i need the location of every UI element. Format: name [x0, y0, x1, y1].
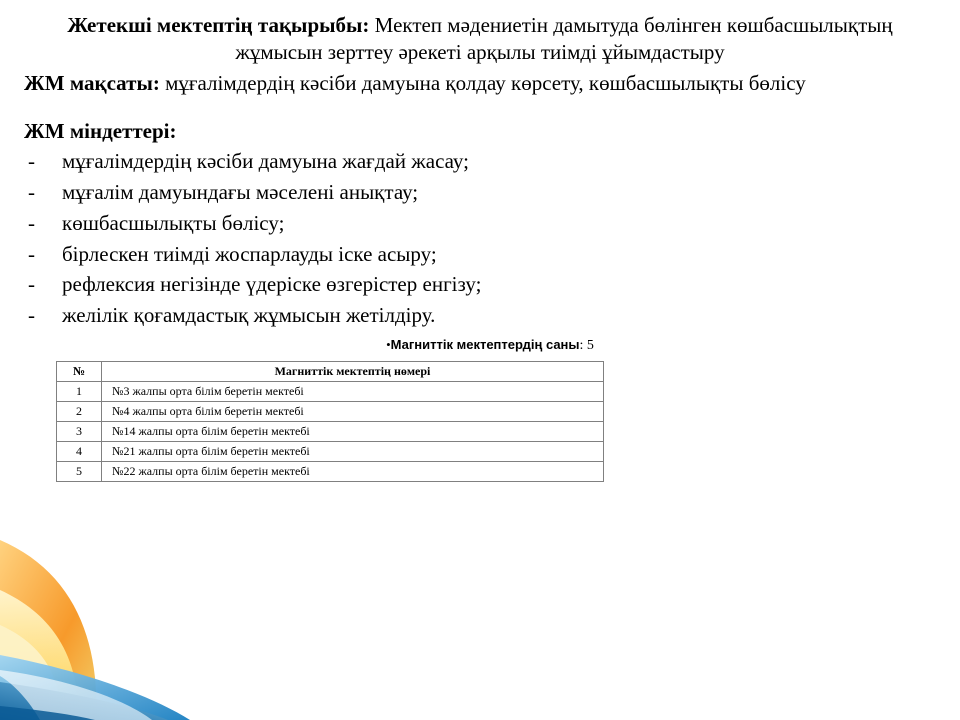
list-item [24, 177, 936, 208]
list-item [24, 239, 936, 270]
list-item-label: көшбасшылықты бөлісу; [62, 210, 285, 235]
goal-line [24, 70, 936, 97]
goal-label: ЖМ мақсаты: [24, 70, 160, 95]
list-item [24, 300, 936, 331]
column-header-number: № [57, 362, 102, 382]
magnet-schools-count [24, 337, 936, 354]
table-row [57, 442, 604, 462]
list-dash: - [28, 303, 35, 328]
list-dash: - [28, 241, 35, 266]
cell-number: 3 [57, 422, 102, 442]
cell-number: 2 [57, 402, 102, 422]
schools-table [56, 361, 604, 482]
list-dash: - [28, 179, 35, 204]
bullet-icon: • [386, 337, 391, 353]
cell-number: 5 [57, 462, 102, 482]
list-dash: - [28, 149, 35, 174]
table-header-row [57, 362, 604, 382]
cell-school: №4 жалпы орта білім беретін мектебі [102, 402, 604, 422]
list-item-label: мұғалім дамуындағы мәселені анықтау; [62, 179, 419, 204]
list-item [24, 208, 936, 239]
list-item-label: рефлексия негізінде үдеріске өзгерістер енгізу; [62, 272, 482, 297]
title-lead: Жетекші мектептің тақырыбы: [67, 13, 370, 37]
cell-school: №21 жалпы орта білім беретін мектебі [102, 442, 604, 462]
column-header-school: Магниттік мектептің нөмері [102, 362, 604, 382]
count-separator: : [579, 338, 587, 354]
table-row [57, 402, 604, 422]
list-item-label: желілік қоғамдастық жұмысын жетілдіру. [62, 303, 436, 328]
list-item [24, 269, 936, 300]
title-rest: Мектеп мәдениетін дамытуда бөлінген көшбасшылықтың жұмысын зерттеу әрекеті арқылы тиімді ұйымдастыру [235, 13, 893, 64]
cell-school: №3 жалпы орта білім беретін мектебі [102, 382, 604, 402]
list-dash: - [28, 210, 35, 235]
tasks-heading: ЖМ міндеттері: [24, 119, 177, 144]
count-label: Магниттік мектептердің саны [390, 337, 580, 353]
list-item [24, 146, 936, 177]
spacer [24, 97, 936, 113]
table-row [57, 382, 604, 402]
list-item-label: мұғалімдердің кәсіби дамуына жағдай жасау; [62, 149, 469, 174]
count-value: 5 [586, 338, 594, 354]
list-dash: - [28, 272, 35, 297]
goal-text: мұғалімдердің кәсіби дамуына қолдау көрсету, көшбасшылықты бөлісу [159, 70, 806, 95]
cell-number: 4 [57, 442, 102, 462]
tasks-list [24, 146, 936, 331]
table-row [57, 422, 604, 442]
cell-number: 1 [57, 382, 102, 402]
page-title [24, 12, 936, 66]
cell-school: №14 жалпы орта білім беретін мектебі [102, 422, 604, 442]
cell-school: №22 жалпы орта білім беретін мектебі [102, 462, 604, 482]
list-item-label: бірлескен тиімді жоспарлауды іске асыру; [62, 241, 437, 266]
table-row [57, 462, 604, 482]
